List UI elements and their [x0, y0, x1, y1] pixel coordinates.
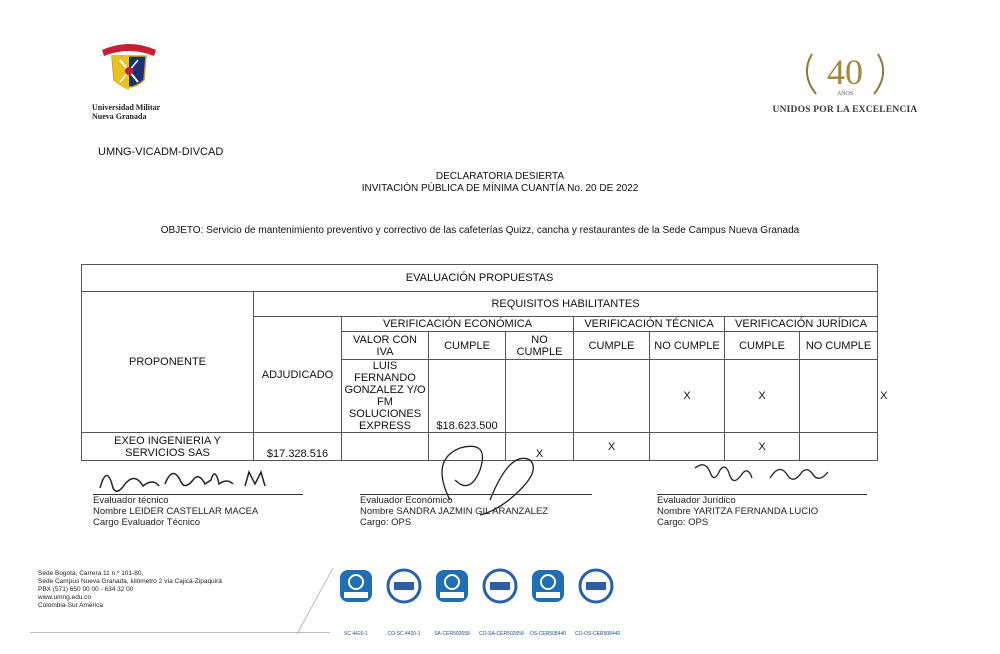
evaluation-table — [81, 264, 888, 461]
footer-address: Sede Bogotá, Carrera 11 n.º 101-80, Sede Campus Nueva Granada, kilómetro 2 vía Cajicá-Zipaquirá PBX (571) 650 00 00 - 634 32 00 www.umng.edu.co Colombia-Sur América — [38, 570, 222, 609]
row-cell — [342, 433, 429, 461]
row-proponente: LUIS FERNANDO GONZALEZ Y/O FM SOLUCIONES EXPRESS — [342, 360, 429, 433]
umng-logo-text: Universidad Militar Nueva Granada — [92, 103, 161, 121]
signature-role: Evaluador Jurídico — [657, 495, 736, 506]
certification-badge — [383, 568, 425, 637]
signature-name: Nombre YARITZA FERNANDA LUCIO — [657, 506, 819, 517]
certification-label: CO-SC 4420-1 — [387, 631, 421, 637]
certification-label: SA-CER502658 — [434, 631, 470, 637]
row-cell — [650, 433, 725, 461]
certification-badge — [335, 568, 377, 637]
signature-role: Evaluador Económico — [360, 495, 453, 506]
certification-label: CO-OS-CER508440 — [575, 631, 621, 637]
signature-role: Evaluador técnico — [93, 495, 169, 506]
document-objeto: OBJETO: Servicio de mantenimiento preventivo y correctivo de las cafeterías Quizz, cancha y restaurantes de la Sede Campus Nueva Granada — [160, 225, 800, 236]
row-adjudicado: $17.328.516 — [254, 433, 342, 461]
anniversary-logo — [770, 48, 920, 115]
umng-logo — [92, 40, 170, 121]
anniversary-years: AÑOS — [836, 91, 854, 97]
subheader-eco-no-cumple: NO CUMPLE — [506, 332, 574, 360]
document-title: DECLARATORIA DESIERTA — [435, 171, 565, 182]
signature-cargo: Cargo Evaluador Técnico — [93, 517, 201, 528]
document-subtitle: INVITACIÓN PÚBLICA DE MÍNIMA CUANTÍA No. 20 DE 2022 — [361, 183, 639, 194]
signature-cargo: Cargo: OPS — [657, 517, 709, 528]
certification-badge — [431, 568, 473, 637]
iqnet-badge-icon — [578, 568, 614, 604]
table-title: EVALUACIÓN PROPUESTAS — [82, 265, 878, 292]
signature-legal — [657, 494, 867, 528]
row-cell — [506, 360, 574, 433]
header-verificacion-economica: VERIFICACIÓN ECONÓMICA — [342, 317, 574, 332]
icontec-badge-icon — [434, 568, 470, 604]
signature-cargo: Cargo: OPS — [360, 517, 412, 528]
row-cell: X — [725, 433, 800, 461]
row-cell: X — [650, 360, 725, 433]
row-cell: X — [574, 433, 650, 461]
footer-diagonal-divider — [295, 568, 335, 634]
row-cell — [574, 360, 650, 433]
row-proponente: EXEO INGENIERIA Y SERVICIOS SAS — [82, 433, 254, 461]
signature-technical — [93, 494, 303, 528]
footer-divider — [30, 632, 330, 633]
subheader-jur-no-cumple: NO CUMPLE — [800, 332, 878, 360]
umng-crest-icon — [98, 40, 160, 96]
header-verificacion-tecnica: VERIFICACIÓN TÉCNICA — [574, 317, 725, 332]
signature-legal-icon — [690, 458, 840, 494]
signature-technical-icon — [95, 458, 305, 498]
anniversary-number: 40 — [827, 52, 863, 92]
certification-badges — [335, 568, 635, 648]
subheader-eco-cumple: CUMPLE — [429, 332, 506, 360]
header-adjudicado: ADJUDICADO — [254, 317, 342, 433]
document-title-block — [0, 171, 1000, 195]
certification-label: OS-CER508440 — [529, 631, 567, 637]
certification-label: CO-SA-CER502658 — [479, 631, 524, 637]
header-proponente: PROPONENTE — [82, 292, 254, 433]
subheader-tec-cumple: CUMPLE — [574, 332, 650, 360]
signature-name: Nombre LEIDER CASTELLAR MACEA — [93, 506, 259, 517]
subheader-jur-cumple: CUMPLE — [725, 332, 800, 360]
row-cell — [800, 360, 878, 433]
signature-economic — [360, 494, 592, 528]
laurel-40-icon — [770, 48, 920, 98]
subheader-tec-no-cumple: NO CUMPLE — [650, 332, 725, 360]
row-cell — [800, 433, 878, 461]
certification-badge — [479, 568, 524, 637]
header-requisitos: REQUISITOS HABILITANTES — [254, 292, 878, 317]
signature-name: Nombre SANDRA JAZMIN GIL ARANZALEZ — [360, 506, 549, 517]
icontec-badge-icon — [338, 568, 374, 604]
row-cell: X — [506, 433, 574, 461]
icontec-badge-icon — [530, 568, 566, 604]
row-cell: X — [725, 360, 800, 433]
certification-badge — [575, 568, 621, 637]
certification-badge — [527, 568, 569, 637]
anniversary-motto: UNIDOS POR LA EXCELENCIA — [772, 105, 918, 115]
document-code: UMNG-VICADM-DIVCAD — [98, 146, 224, 158]
table-row: LUIS FERNANDO GONZALEZ Y/O FM SOLUCIONES EXPRESS $18.623.500 X X X — [82, 360, 878, 433]
row-adjudicado: $18.623.500 — [429, 360, 506, 433]
subheader-valor-con-iva: VALOR CON IVA — [342, 332, 429, 360]
certification-label: SC 4420-1 — [344, 631, 368, 637]
iqnet-badge-icon — [386, 568, 422, 604]
iqnet-badge-icon — [482, 568, 518, 604]
footer-website: www.umng.edu.co — [38, 594, 92, 601]
header-verificacion-juridica: VERIFICACIÓN JURÍDICA — [725, 317, 878, 332]
